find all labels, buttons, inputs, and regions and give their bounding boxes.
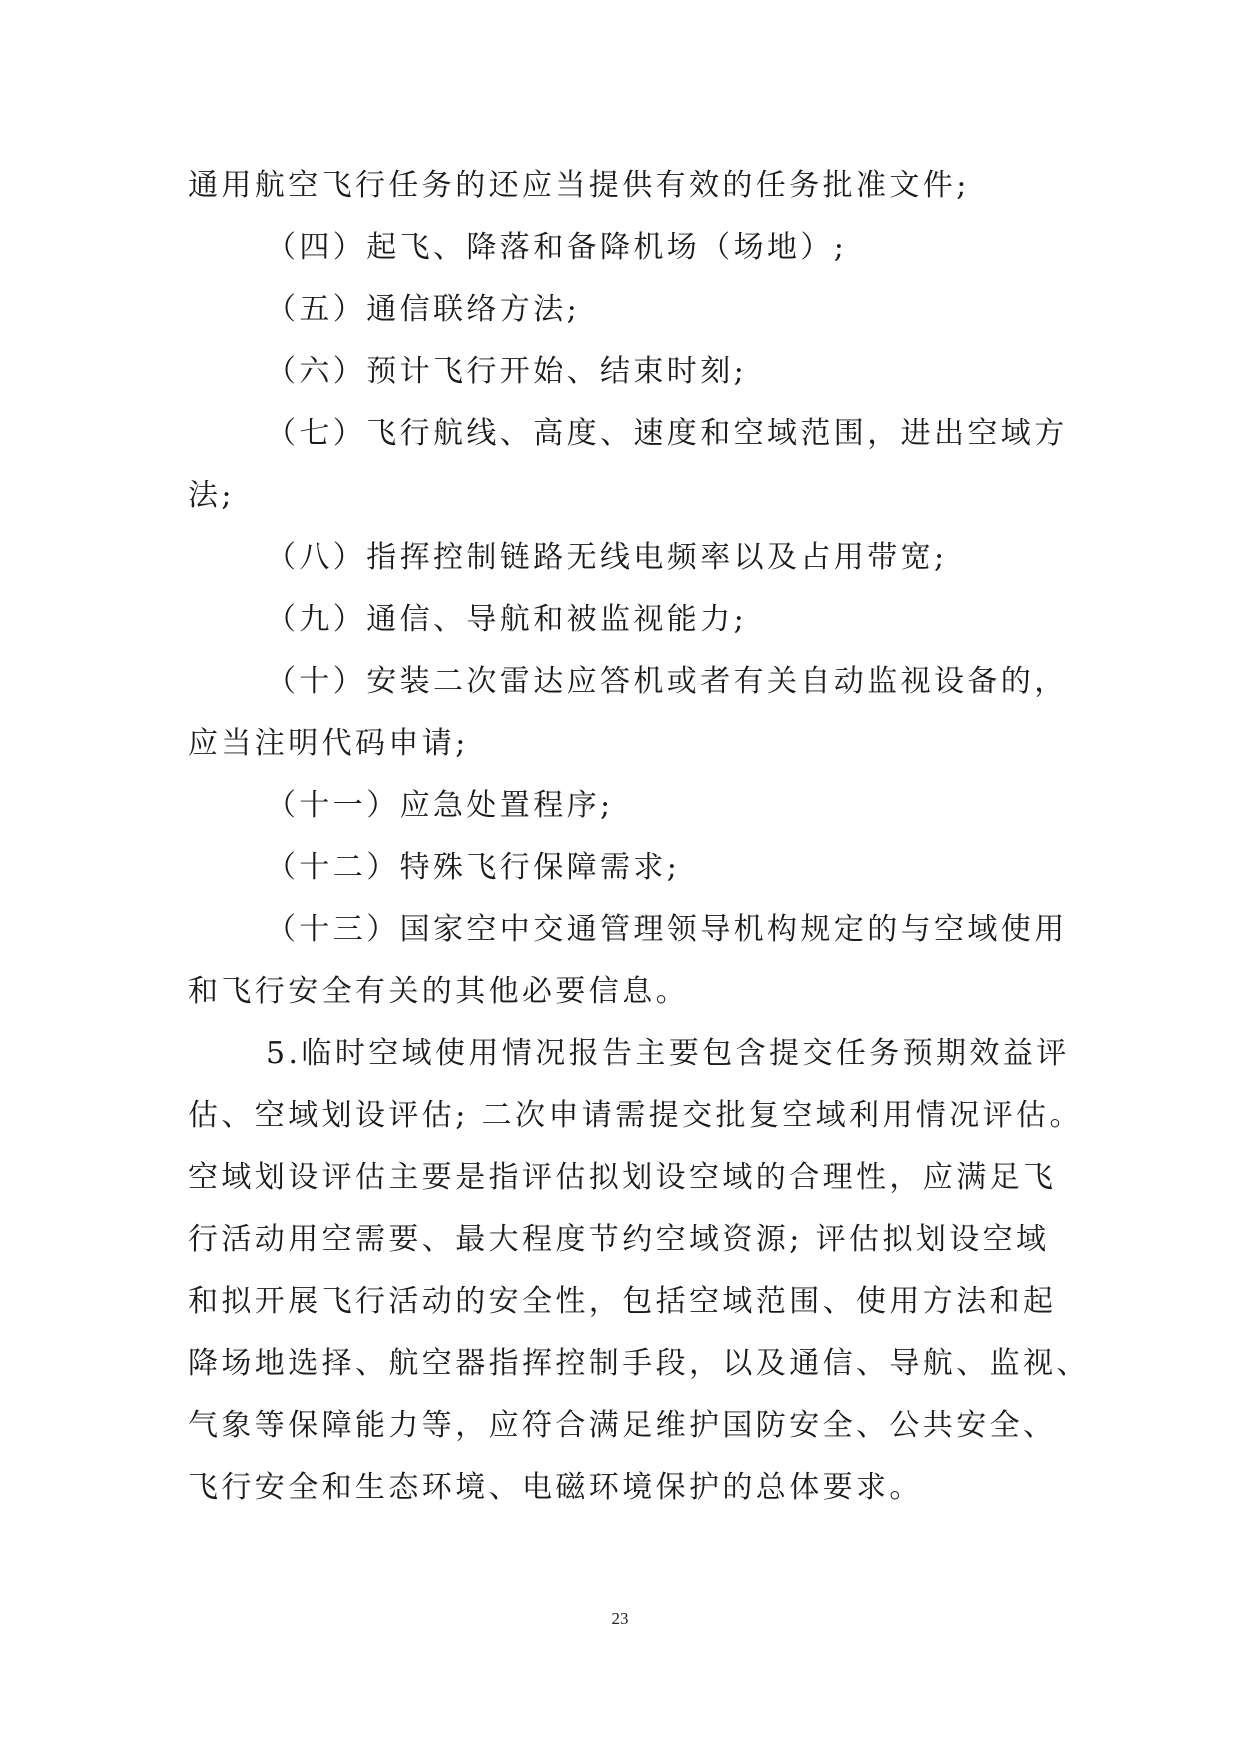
list-item-11: （十一）应急处置程序; (266, 788, 614, 823)
list-item-8: （八）指挥控制链路无线电频率以及占用带宽; (266, 540, 948, 575)
text-line: 估、空域划设评估; 二次申请需提交批复空域利用情况评估。 (188, 1098, 1083, 1133)
text-line: 气象等保障能力等，应符合满足维护国防安全、公共安全、 (188, 1408, 1057, 1443)
text-line: 空域划设评估主要是指评估拟划设空域的合理性，应满足飞 (188, 1160, 1057, 1195)
text-line: 飞行安全和生态环境、电磁环境保护的总体要求。 (188, 1470, 923, 1505)
page-number: 23 (611, 1609, 629, 1628)
list-item-4: （四）起飞、降落和备降机场（场地）; (266, 230, 848, 265)
list-item-6: （六）预计飞行开始、结束时刻; (266, 354, 748, 389)
text-line: 和飞行安全有关的其他必要信息。 (188, 974, 689, 1009)
paragraph-5-start: 5.临时空域使用情况报告主要包含提交任务预期效益评 (266, 1036, 1070, 1071)
text-line: 和拟开展飞行活动的安全性，包括空域范围、使用方法和起 (188, 1284, 1057, 1319)
text-line: 应当注明代码申请; (188, 726, 469, 761)
document-body (188, 155, 1090, 1519)
text-line: 通用航空飞行任务的还应当提供有效的任务批准文件; (188, 168, 970, 203)
text-line: 法; (188, 478, 235, 513)
text-line: 行活动用空需要、最大程度节约空域资源; 评估拟划设空域 (188, 1222, 1050, 1257)
list-item-10: （十）安装二次雷达应答机或者有关自动监视设备的， (266, 664, 1068, 699)
list-item-9: （九）通信、导航和被监视能力; (266, 602, 748, 637)
list-item-7: （七）飞行航线、高度、速度和空域范围，进出空域方 (266, 416, 1068, 451)
list-item-12: （十二）特殊飞行保障需求; (266, 850, 681, 885)
list-item-5: （五）通信联络方法; (266, 292, 581, 327)
text-line: 降场地选择、航空器指挥控制手段，以及通信、导航、监视、 (188, 1346, 1090, 1381)
list-item-13: （十三）国家空中交通管理领导机构规定的与空域使用 (266, 912, 1068, 947)
